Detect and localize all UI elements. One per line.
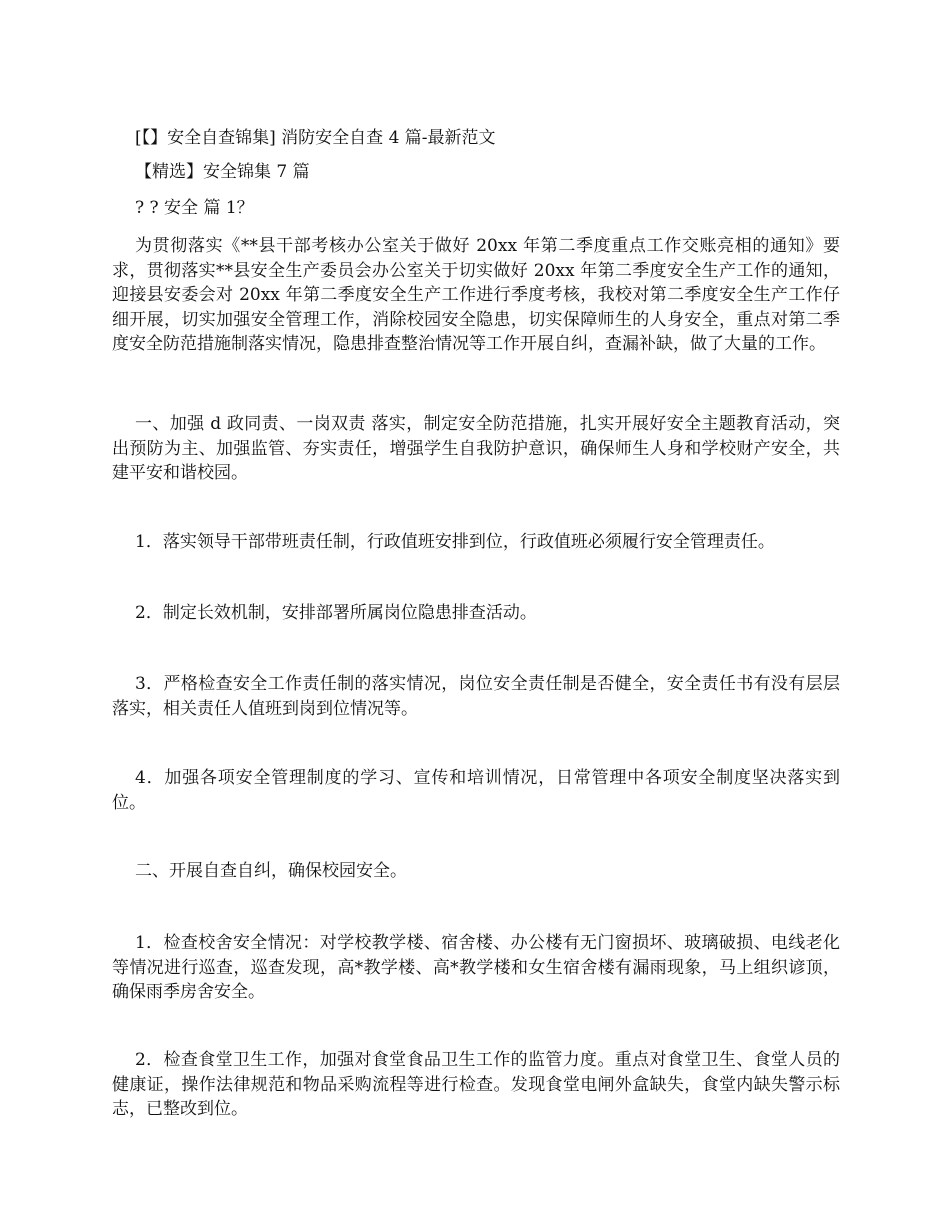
intro-paragraph: 为贯彻落实《**县干部考核办公室关于做好 20xx 年第二季度重点工作交账亮相的通知》要求，贯彻落实**县安全生产委员会办公室关于切实做好 20xx 年第二季度安全生产工作的通知，迎接县安委会对 20xx 年第二季度安全生产工作进行季度考核，我校对第二季度安全生产工作仔细开展，切实加强安全管理工作，消除校园安全隐患，切实保障师生的人身安全，重点对第二季度安全防范措施制落实情况，隐患排查整治情况等工作开展自纠，查漏补缺，做了大量的工作。 xyxy=(112,236,840,354)
item-paragraph: 1．落实领导干部带班责任制，行政值班安排到位，行政值班必须履行安全管理责任。 xyxy=(135,532,775,552)
document-subtitle: 【精选】安全锦集 7 篇 xyxy=(135,162,310,182)
section-one-paragraph: 一、加强 d 政同责、一岗双责 落实，制定安全防范措施，扎实开展好安全主题教育活动，突出预防为主、加强监管、夯实责任，增强学生自我防护意识，确保师生人身和学校财产安全，共建平安和谐校园。 xyxy=(112,414,840,483)
item-paragraph: 2．制定长效机制，安排部署所属岗位隐患排查活动。 xyxy=(135,603,537,623)
section-two-heading: 二、开展自查自纠，确保校园安全。 xyxy=(135,861,407,881)
section-heading: ? ? 安全 篇 1？ xyxy=(135,198,254,218)
item-paragraph: 2．检查食堂卫生工作，加强对食堂食品卫生工作的监管力度。重点对食堂卫生、食堂人员的健康证，操作法律规范和物品采购流程等进行检查。发现食堂电闸外盒缺失，食堂内缺失警示标志，已整改到位。 xyxy=(112,1050,840,1119)
item-paragraph: 1．检查校舍安全情况：对学校教学楼、宿舍楼、办公楼有无门窗损坏、玻璃破损、电线老化等情况进行巡查，巡查发现，高*教学楼、高*教学楼和女生宿舍楼有漏雨现象，马上组织谚顶，确保雨季房舍安全。 xyxy=(112,933,840,1002)
item-paragraph: 3．严格检查安全工作责任制的落实情况，岗位安全责任制是否健全，安全责任书有没有层层落实，相关责任人值班到岗到位情况等。 xyxy=(112,674,840,719)
item-paragraph: 4．加强各项安全管理制度的学习、宣传和培训情况，日常管理中各项安全制度坚决落实到位。 xyxy=(112,768,840,813)
document-title: [【】安全自查锦集] 消防安全自查 4 篇-最新范文 xyxy=(135,128,496,148)
